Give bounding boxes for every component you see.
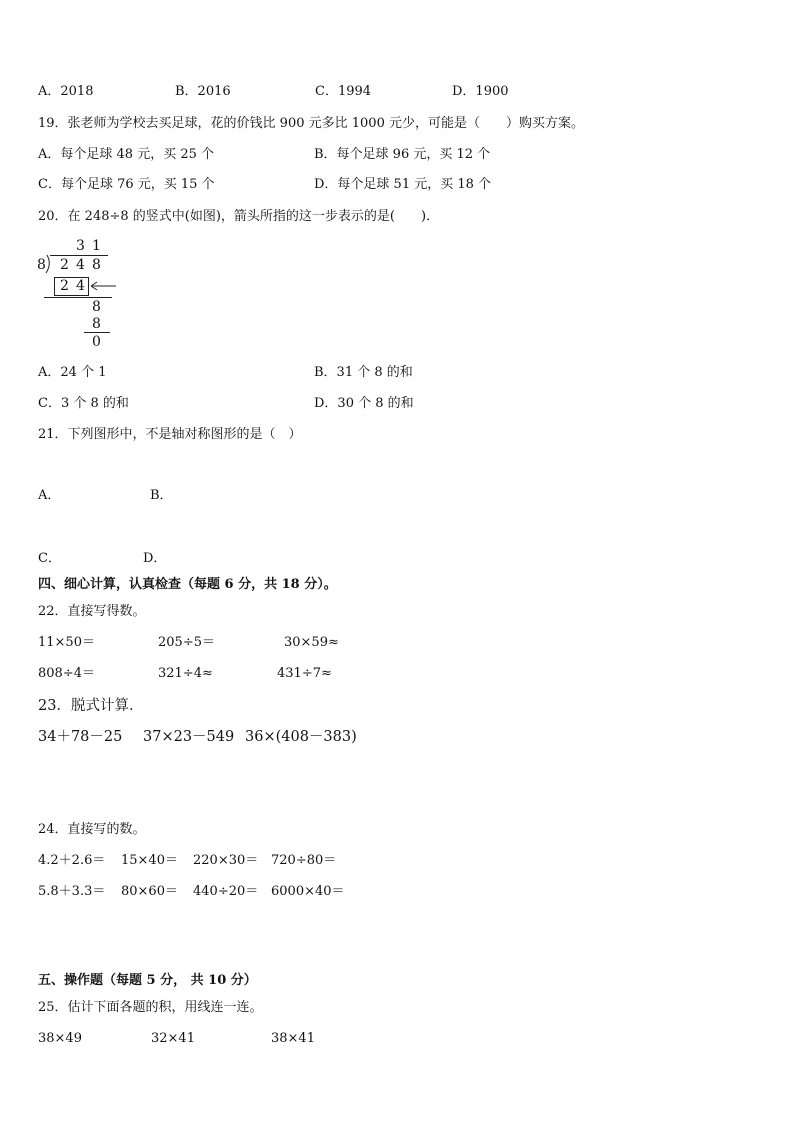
q21-option-b: B． [150,488,173,503]
q22-expression: 30×59≈ [284,635,339,650]
dividend-digit: 4 [76,257,85,273]
q22-expression: 11×50＝ [38,635,95,650]
q19-stem: 19．张老师为学校去买足球，花的价钱比 900 元多比 1000 元少，可能是（ ）购买方案。 [38,116,584,131]
division-bracket [45,254,53,274]
q20-option-b: B．31 个 8 的和 [314,365,413,380]
q19-option-a: A．每个足球 48 元，买 25 个 [38,147,215,162]
step-digit: 8 [92,299,101,315]
q24-expression: 220×30＝ [193,853,259,868]
q24-expression: 440÷20＝ [193,884,259,899]
q24-expression: 4.2＋2.6＝ [38,853,106,868]
division-bar [50,255,108,256]
q21-option-a: A． [38,488,61,503]
q18-option-c: C．1994 [315,84,372,99]
step-digit: 8 [92,316,101,332]
left-arrow-icon [88,280,118,292]
q22-expression: 321÷4≈ [158,666,213,681]
q19-option-d: D．每个足球 51 元，买 18 个 [314,177,492,192]
section-4-heading: 四、细心计算，认真检查（每题 6 分，共 18 分）。 [38,577,337,592]
q22-expression: 808÷4＝ [38,666,95,681]
boxed-digit: 2 [60,278,69,294]
q24-expression: 6000×40＝ [271,884,345,899]
q19-option-b: B．每个足球 96 元，买 12 个 [314,147,491,162]
q24-expression: 80×60＝ [121,884,178,899]
q23-expression: 34＋78－25 [38,729,123,745]
q25-expression: 38×41 [271,1031,315,1046]
q21-option-c: C． [38,551,61,566]
q22-stem: 22．直接写得数。 [38,604,146,619]
q25-stem: 25．估计下面各题的积，用线连一连。 [38,1000,263,1015]
q18-option-b: B．2016 [175,84,231,99]
q24-expression: 720÷80＝ [271,853,337,868]
q21-option-d: D． [143,551,167,566]
quotient-digit: 1 [92,238,101,254]
dividend-digit: 8 [92,257,101,273]
q22-expression: 431÷7≈ [277,666,332,681]
boxed-digit: 4 [76,278,85,294]
remainder-digit: 0 [92,334,101,350]
q24-expression: 5.8＋3.3＝ [38,884,106,899]
q20-option-d: D．30 个 8 的和 [314,396,414,411]
q23-expression: 37×23－549 [143,729,235,745]
q23-expression: 36×(408－383) [245,729,357,745]
q22-expression: 205÷5＝ [158,635,215,650]
q23-stem: 23．脱式计算． [38,698,144,714]
q18-option-d: D．1900 [452,84,509,99]
q24-stem: 24．直接写的数。 [38,822,146,837]
long-division-figure [36,236,126,352]
q20-option-c: C．3 个 8 的和 [38,396,129,411]
subtraction-line [84,332,110,333]
subtraction-line [44,297,112,298]
q18-option-a: A．2018 [38,84,94,99]
q25-expression: 38×49 [38,1031,82,1046]
q20-option-a: A．24 个 1 [38,365,107,380]
dividend-digit: 2 [60,257,69,273]
divisor: 8 [37,257,46,273]
q25-expression: 32×41 [151,1031,195,1046]
q20-stem: 20．在 248÷8 的竖式中(如图)，箭头所指的这一步表示的是( )． [38,209,440,224]
q21-stem: 21．下列图形中，不是轴对称图形的是（ ） [38,427,302,442]
q24-expression: 15×40＝ [121,853,178,868]
section-5-heading: 五、操作题（每题 5 分， 共 10 分） [38,973,257,988]
q19-option-c: C．每个足球 76 元，买 15 个 [38,177,215,192]
quotient-digit: 3 [76,238,85,254]
